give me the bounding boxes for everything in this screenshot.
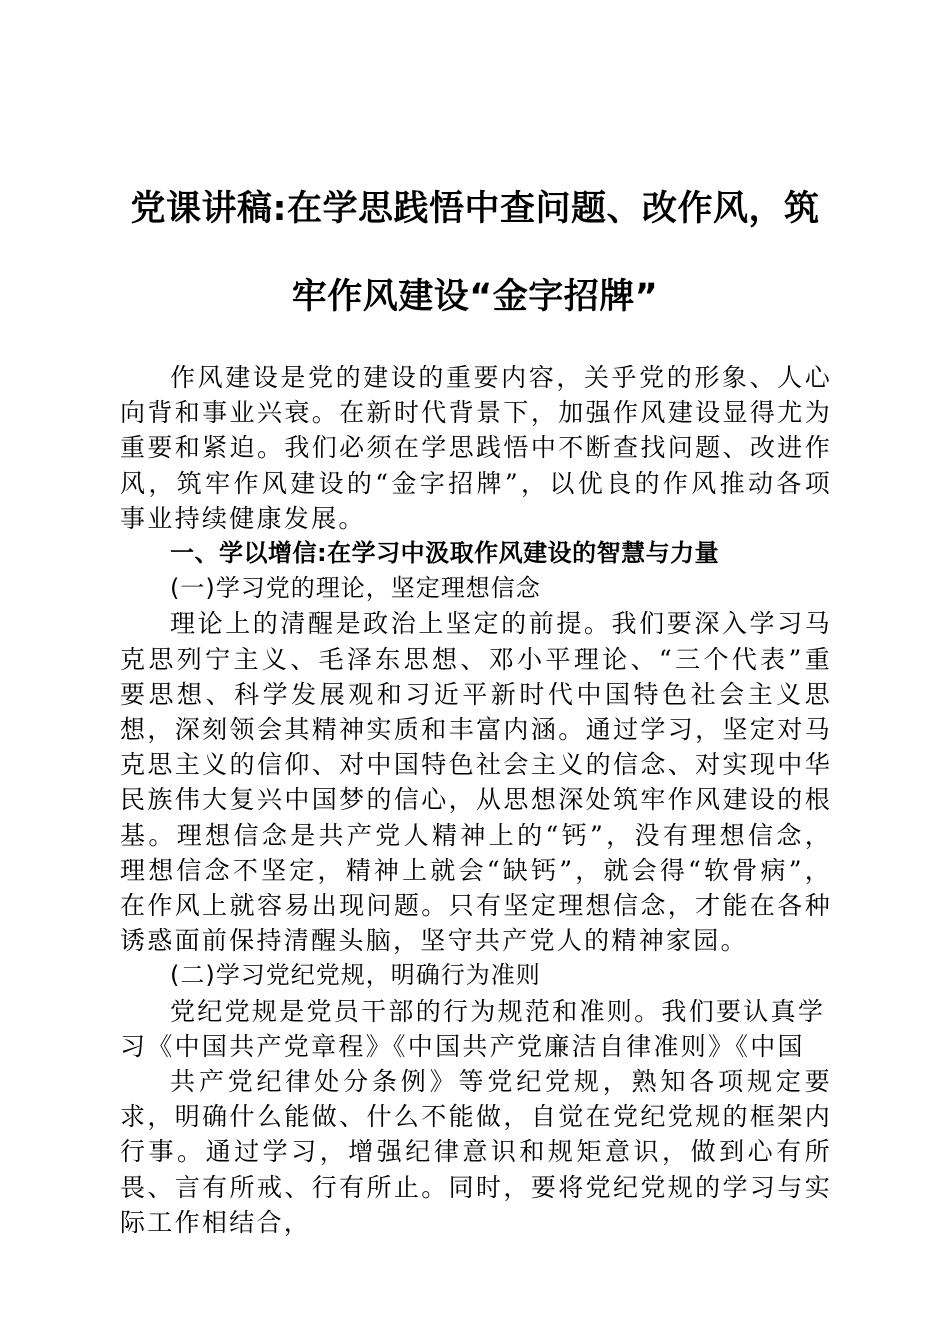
section-1-heading: 一、学以增信:在学习中汲取作风建设的智慧与力量 xyxy=(170,539,720,568)
title-line-2: 牢作风建设“金字招牌” xyxy=(291,277,659,317)
document-body xyxy=(120,360,832,1240)
title-line-1: 党课讲稿:在学思践悟中查问题、改作风，筑 xyxy=(130,189,820,229)
subsection-2-heading: (二)学习党纪党规，明确行为准则 xyxy=(170,961,541,990)
subsection-2-paragraph-part-2: 共产党纪律处分条例》等党纪党规，熟知各项规定要求，明确什么能做、什么不能做，自觉在党纪党规的框架内行事。通过学习，增强纪律意识和规矩意识，做到心有所畏、言有所戒、行有所止。同时，要将党纪党规的学习与实际工作相结合， xyxy=(120,1067,832,1237)
subsection-2-paragraph-part-1: 党纪党规是党员干部的行为规范和准则。我们要认真学习《中国共产党章程》《中国共产党廉洁自律准则》《中国 xyxy=(120,996,826,1061)
document-title xyxy=(120,165,830,341)
intro-paragraph: 作风建设是党的建设的重要内容，关乎党的形象、人心向背和事业兴衰。在新时代背景下，加强作风建设显得尤为重要和紧迫。我们必须在学思践悟中不断查找问题、改进作风，筑牢作风建设的“金字招牌”，以优良的作风推动各项事业持续健康发展。 xyxy=(120,363,832,533)
subsection-1-heading: (一)学习党的理论，坚定理想信念 xyxy=(170,574,541,603)
subsection-1-paragraph: 理论上的清醒是政治上坚定的前提。我们要深入学习马克思列宁主义、毛泽东思想、邓小平理论、“三个代表”重要思想、科学发展观和习近平新时代中国特色社会主义思想，深刻领会其精神实质和丰富内涵。通过学习，坚定对马克思主义的信仰、对中国特色社会主义的信念、对实现中华民族伟大复兴中国梦的信心，从思想深处筑牢作风建设的根基。理想信念是共产党人精神上的“钙”，没有理想信念，理想信念不坚定，精神上就会“缺钙”，就会得“软骨病”，在作风上就容易出现问题。只有坚定理想信念，才能在各种诱惑面前保持清醒头脑，坚守共产党人的精神家园。 xyxy=(120,609,832,956)
